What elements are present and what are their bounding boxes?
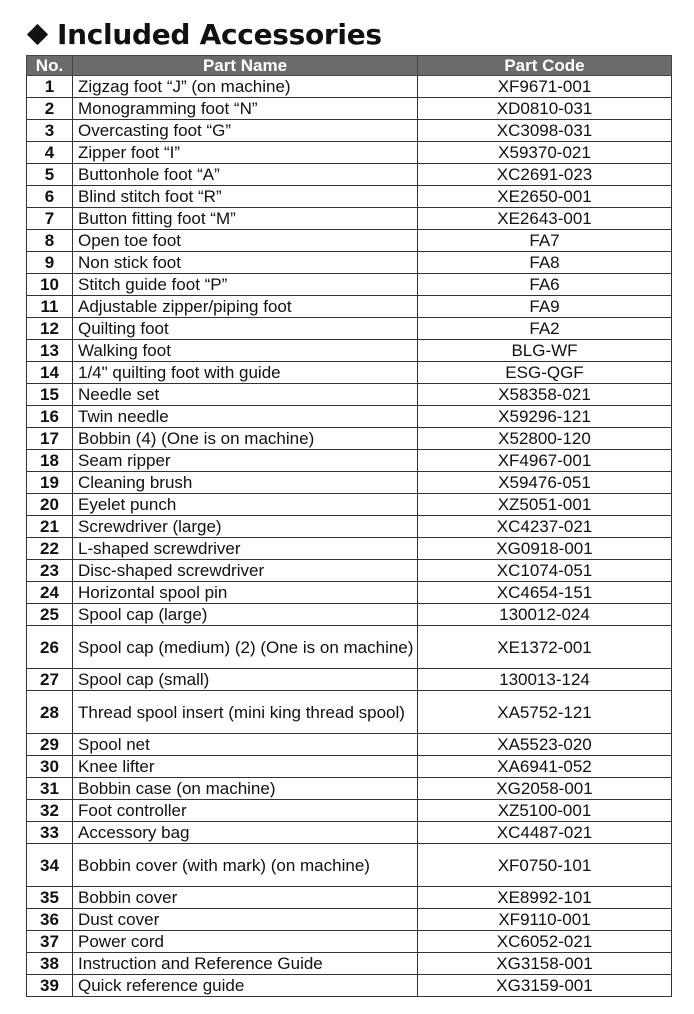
part-name: Bobbin cover (with mark) (on machine) <box>73 844 418 887</box>
table-row <box>27 800 672 822</box>
row-number: 10 <box>27 274 73 296</box>
part-code: XZ5100-001 <box>418 800 672 822</box>
part-code: FA7 <box>418 230 672 252</box>
diamond-bullet-icon <box>27 23 48 44</box>
part-code: XC6052-021 <box>418 931 672 953</box>
part-name: Knee lifter <box>73 756 418 778</box>
row-number: 17 <box>27 428 73 450</box>
part-code: X58358-021 <box>418 384 672 406</box>
part-code: BLG-WF <box>418 340 672 362</box>
part-code: XE1372-001 <box>418 626 672 669</box>
row-number: 14 <box>27 362 73 384</box>
part-name: L-shaped screwdriver <box>73 538 418 560</box>
row-number: 30 <box>27 756 73 778</box>
header-part-name: Part Name <box>73 56 418 76</box>
table-row <box>27 887 672 909</box>
row-number: 35 <box>27 887 73 909</box>
table-row <box>27 909 672 931</box>
part-code: XC3098-031 <box>418 120 672 142</box>
part-name: Accessory bag <box>73 822 418 844</box>
part-name: Quick reference guide <box>73 975 418 997</box>
table-row <box>27 975 672 997</box>
part-code: XF4967-001 <box>418 450 672 472</box>
row-number: 32 <box>27 800 73 822</box>
table-row <box>27 931 672 953</box>
row-number: 6 <box>27 186 73 208</box>
part-code: XA5752-121 <box>418 691 672 734</box>
part-code: 130013-124 <box>418 669 672 691</box>
table-row <box>27 384 672 406</box>
table-row <box>27 120 672 142</box>
table-row <box>27 756 672 778</box>
table-row <box>27 76 672 98</box>
part-name: Seam ripper <box>73 450 418 472</box>
part-code: XG0918-001 <box>418 538 672 560</box>
table-row <box>27 669 672 691</box>
part-name: Zigzag foot “J” (on machine) <box>73 76 418 98</box>
part-code: XE2643-001 <box>418 208 672 230</box>
part-name: Buttonhole foot “A” <box>73 164 418 186</box>
table-header-row <box>27 56 672 76</box>
part-code: X52800-120 <box>418 428 672 450</box>
part-name: Needle set <box>73 384 418 406</box>
part-code: XG2058-001 <box>418 778 672 800</box>
table-row <box>27 691 672 734</box>
row-number: 25 <box>27 604 73 626</box>
table-row <box>27 296 672 318</box>
row-number: 15 <box>27 384 73 406</box>
part-code: XE2650-001 <box>418 186 672 208</box>
table-row <box>27 626 672 669</box>
part-name: Monogramming foot “N” <box>73 98 418 120</box>
part-name: Dust cover <box>73 909 418 931</box>
part-name: Adjustable zipper/piping foot <box>73 296 418 318</box>
row-number: 3 <box>27 120 73 142</box>
part-name: Button fitting foot “M” <box>73 208 418 230</box>
row-number: 9 <box>27 252 73 274</box>
table-row <box>27 450 672 472</box>
part-code: XE8992-101 <box>418 887 672 909</box>
row-number: 33 <box>27 822 73 844</box>
table-row <box>27 472 672 494</box>
table-row <box>27 406 672 428</box>
part-name: Overcasting foot “G” <box>73 120 418 142</box>
part-code: XG3158-001 <box>418 953 672 975</box>
table-row <box>27 560 672 582</box>
row-number: 34 <box>27 844 73 887</box>
part-name: Eyelet punch <box>73 494 418 516</box>
table-row <box>27 142 672 164</box>
part-name: Foot controller <box>73 800 418 822</box>
part-name: Horizontal spool pin <box>73 582 418 604</box>
part-code: XC4237-021 <box>418 516 672 538</box>
row-number: 28 <box>27 691 73 734</box>
part-name: Walking foot <box>73 340 418 362</box>
header-part-code: Part Code <box>418 56 672 76</box>
part-name: 1/4" quilting foot with guide <box>73 362 418 384</box>
table-row <box>27 953 672 975</box>
part-name: Non stick foot <box>73 252 418 274</box>
table-row <box>27 340 672 362</box>
part-code: FA9 <box>418 296 672 318</box>
part-code: XC4654-151 <box>418 582 672 604</box>
header-no: No. <box>27 56 73 76</box>
part-code: XF0750-101 <box>418 844 672 887</box>
table-row <box>27 428 672 450</box>
row-number: 24 <box>27 582 73 604</box>
row-number: 26 <box>27 626 73 669</box>
part-code: XG3159-001 <box>418 975 672 997</box>
part-code: XF9671-001 <box>418 76 672 98</box>
part-name: Spool cap (medium) (2) (One is on machine) <box>73 626 418 669</box>
part-name: Blind stitch foot “R” <box>73 186 418 208</box>
row-number: 2 <box>27 98 73 120</box>
part-name: Twin needle <box>73 406 418 428</box>
part-name: Bobbin (4) (One is on machine) <box>73 428 418 450</box>
part-name: Spool cap (large) <box>73 604 418 626</box>
part-name: Disc-shaped screwdriver <box>73 560 418 582</box>
part-code: XZ5051-001 <box>418 494 672 516</box>
table-row <box>27 538 672 560</box>
part-name: Zipper foot “I” <box>73 142 418 164</box>
table-row <box>27 274 672 296</box>
part-code: XC2691-023 <box>418 164 672 186</box>
part-name: Cleaning brush <box>73 472 418 494</box>
part-code: XC4487-021 <box>418 822 672 844</box>
row-number: 4 <box>27 142 73 164</box>
row-number: 8 <box>27 230 73 252</box>
part-name: Screwdriver (large) <box>73 516 418 538</box>
part-name: Spool cap (small) <box>73 669 418 691</box>
row-number: 19 <box>27 472 73 494</box>
page-title-text: Included Accessories <box>57 17 382 51</box>
part-code: XA6941-052 <box>418 756 672 778</box>
row-number: 21 <box>27 516 73 538</box>
table-row <box>27 778 672 800</box>
table-row <box>27 844 672 887</box>
part-name: Power cord <box>73 931 418 953</box>
table-row <box>27 516 672 538</box>
part-name: Quilting foot <box>73 318 418 340</box>
table-row <box>27 164 672 186</box>
table-row <box>27 494 672 516</box>
part-code: 130012-024 <box>418 604 672 626</box>
row-number: 22 <box>27 538 73 560</box>
table-row <box>27 582 672 604</box>
row-number: 16 <box>27 406 73 428</box>
row-number: 36 <box>27 909 73 931</box>
row-number: 5 <box>27 164 73 186</box>
table-row <box>27 208 672 230</box>
part-code: XC1074-051 <box>418 560 672 582</box>
part-code: FA8 <box>418 252 672 274</box>
part-code: FA6 <box>418 274 672 296</box>
part-name: Bobbin case (on machine) <box>73 778 418 800</box>
part-name: Stitch guide foot “P” <box>73 274 418 296</box>
part-code: ESG-QGF <box>418 362 672 384</box>
part-code: X59296-121 <box>418 406 672 428</box>
part-name: Instruction and Reference Guide <box>73 953 418 975</box>
table-row <box>27 230 672 252</box>
row-number: 1 <box>27 76 73 98</box>
part-code: XD0810-031 <box>418 98 672 120</box>
row-number: 13 <box>27 340 73 362</box>
table-row <box>27 822 672 844</box>
row-number: 23 <box>27 560 73 582</box>
row-number: 12 <box>27 318 73 340</box>
row-number: 27 <box>27 669 73 691</box>
part-name: Bobbin cover <box>73 887 418 909</box>
table-row <box>27 362 672 384</box>
row-number: 29 <box>27 734 73 756</box>
table-row <box>27 186 672 208</box>
table-row <box>27 734 672 756</box>
row-number: 11 <box>27 296 73 318</box>
page-title <box>26 14 382 54</box>
part-code: XF9110-001 <box>418 909 672 931</box>
part-name: Spool net <box>73 734 418 756</box>
row-number: 38 <box>27 953 73 975</box>
part-code: XA5523-020 <box>418 734 672 756</box>
table-row <box>27 252 672 274</box>
part-name: Thread spool insert (mini king thread spool) <box>73 691 418 734</box>
row-number: 20 <box>27 494 73 516</box>
part-code: X59370-021 <box>418 142 672 164</box>
table-row <box>27 318 672 340</box>
row-number: 31 <box>27 778 73 800</box>
row-number: 7 <box>27 208 73 230</box>
part-code: X59476-051 <box>418 472 672 494</box>
part-code: FA2 <box>418 318 672 340</box>
row-number: 18 <box>27 450 73 472</box>
row-number: 39 <box>27 975 73 997</box>
table-row <box>27 604 672 626</box>
accessories-table <box>26 55 672 997</box>
part-name: Open toe foot <box>73 230 418 252</box>
row-number: 37 <box>27 931 73 953</box>
table-row <box>27 98 672 120</box>
accessories-table-body <box>27 76 672 997</box>
